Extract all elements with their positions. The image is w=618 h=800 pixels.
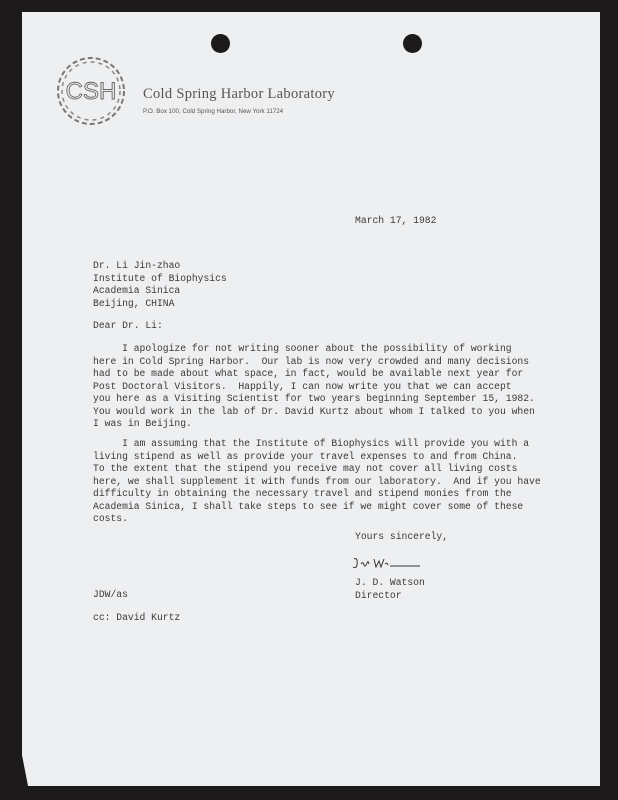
lab-address: P.O. Box 100, Cold Spring Harbor, New York 11724 (143, 108, 284, 115)
cc-line: cc: David Kurtz (93, 612, 181, 623)
punch-hole (403, 34, 422, 53)
signature (352, 555, 422, 571)
punch-hole (211, 34, 230, 53)
letter-date: March 17, 1982 (355, 215, 437, 226)
recipient-line: Dr. Li Jin-zhao (93, 260, 181, 271)
recipient-line: Institute of Biophysics (93, 272, 227, 284)
recipient-line: Academia Sinica (93, 285, 181, 296)
signer-name: J. D. Watson (355, 577, 425, 588)
csh-logo (52, 52, 130, 130)
signer-title: Director (355, 589, 402, 601)
closing: Yours sincerely, (355, 531, 449, 542)
salutation: Dear Dr. Li: (93, 320, 163, 331)
recipient-line: Beijing, CHINA (93, 297, 175, 309)
body-paragraph-2: I am assuming that the Institute of Biophysics will provide you with a living stipend as well as provide your travel expenses to and from China. To the extent that the stipend you receive may not cover all living costs here, we shall supplement it with funds from our laboratory. And if you have difficulty in obtaining the necessary travel and stipend monies from the Academia Sinica, I shall take steps to see if we might cover some of these costs. (93, 438, 541, 524)
lab-name: Cold Spring Harbor Laboratory (143, 86, 335, 102)
svg-text:CSH: CSH (65, 78, 117, 105)
body-paragraph-1: I apologize for not writing sooner about the possibility of working here in Cold Spring Harbor. Our lab is now very crowded and many decisions had to be made about what space, in fact, would be available next year for Post Doctoral Visitors. Happily, I can now write you that we can accept you here as a Visiting Scientist for two years beginning September 15, 1982. You would work in the lab of Dr. David Kurtz about whom I talked to you when I was in Beijing. (93, 343, 535, 429)
initials: JDW/as (93, 589, 128, 600)
